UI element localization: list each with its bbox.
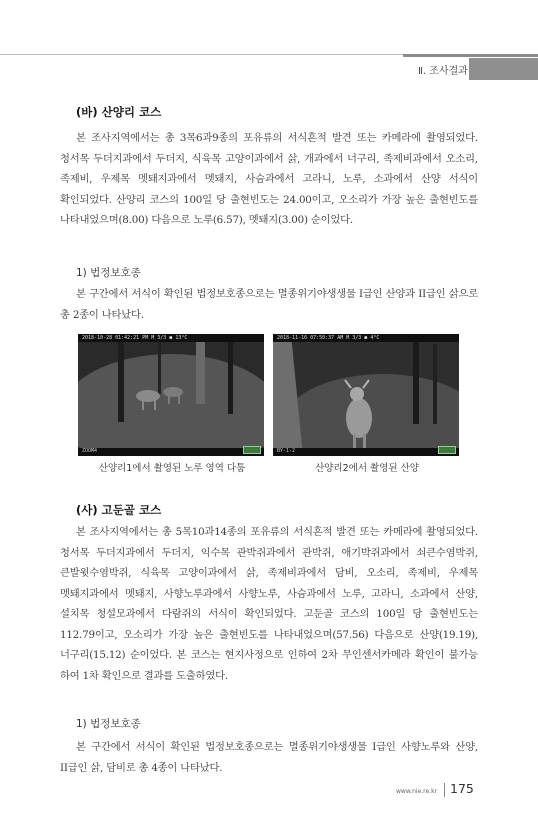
- section-sa-protected-paragraph: 본 구간에서 서식이 확인된 법정보호종으로는 멸종위기야생생물 I급인 사향노루와 산양, II급인 삵, 담비로 총 4종이 나타났다.: [60, 741, 478, 774]
- chapter-tab: [469, 58, 538, 80]
- section-sa-paragraph: 본 조사지역에서는 총 5목10과14종의 포유류의 서식흔적 발견 또는 카메라에 촬영되었다. 청서목 두더지과에서 두더지, 익수목 관박쥐과에서 관박쥐, 애기박쥐과에서 쇠큰수염박쥐, 큰발윗수염박쥐, 식육목 고양이과에서 삵, 족제비과에서 담비, 오소리, 족제비, 우제목 멧돼지과에서 멧돼지, 사향노루과에서 사향노루, 사슴과에서 노루, 고라니, 소과에서 산양, 설치목 청설모과에서 다람쥐의 서식이 확인되었다. 고둔골 코스의 100일 당 출현빈도는 112.79이고, 오소리가 가장 높은 출현빈도를 나타내었으며(57.56) 다음으로 산양(19.19), 너구리(15.12) 순이었다. 본 코스는 현지사정으로 인하여 2차 무인센서카메라 확인이 불가능 하여 1차 확인으로 결과를 도출하였다.: [60, 526, 478, 682]
- section-title-ba: (바) 산양리 코스: [76, 105, 162, 119]
- goral-photo: [273, 334, 459, 456]
- camera-id: ZOOM4: [82, 448, 98, 454]
- photo-caption: 산양리2에서 촬영된 산양: [315, 463, 419, 474]
- section-ba-paragraph: 본 조사지역에서는 총 3목6과9종의 포유류의 서식흔적 발견 또는 카메라에 촬영되었다. 청서목 두더지과에서 두더지, 식육목 고양이과에서 삵, 개과에서 너구리, 족제비과에서 오소리, 족제비, 우제목 멧돼지과에서 멧돼지, 사슴과에서 고라니, 노루, 소과에서 산양 서식이 확인되었다. 산양리 코스의 100일 당 출현빈도는 24.00이고, 오소리가 가장 높은 출현빈도를 나타내었으며(8.00) 다음으로 노루(6.57), 멧돼지(3.00) 순이었다.: [60, 132, 478, 226]
- camera-logo-icon: [243, 446, 261, 454]
- section-ba-subhead: 1) 법정보호종: [76, 267, 141, 279]
- section-ba-protected-paragraph: 본 구간에서 서식이 확인된 법정보호종으로는 멸종위기야생생물 I급인 산양과 II급인 삵으로 총 2종이 나타났다.: [60, 288, 478, 321]
- header-rule-accent: [403, 54, 538, 57]
- footer-divider: [444, 783, 445, 797]
- camera-timestamp: 2018-10-28 01:42:21 PM M 3/3 ● 13°C: [82, 335, 188, 341]
- footer-url: www.nie.re.kr: [396, 788, 438, 795]
- page-number: 175: [450, 781, 474, 796]
- photo-caption: 산양리1에서 촬영된 노루 영역 다툼: [98, 463, 246, 474]
- section-sa-subhead: 1) 법정보호종: [76, 718, 141, 730]
- camera-timestamp: 2018-11-16 07:50:37 AM M 3/3 ● 4°C: [277, 335, 380, 341]
- chapter-label: Ⅱ. 조사결과: [418, 66, 468, 77]
- camera-id: BY-1-2: [277, 448, 296, 454]
- roe-deer-photo: [78, 334, 264, 456]
- section-title-sa: (사) 고둔골 코스: [76, 503, 162, 517]
- camera-logo-icon: [438, 446, 456, 454]
